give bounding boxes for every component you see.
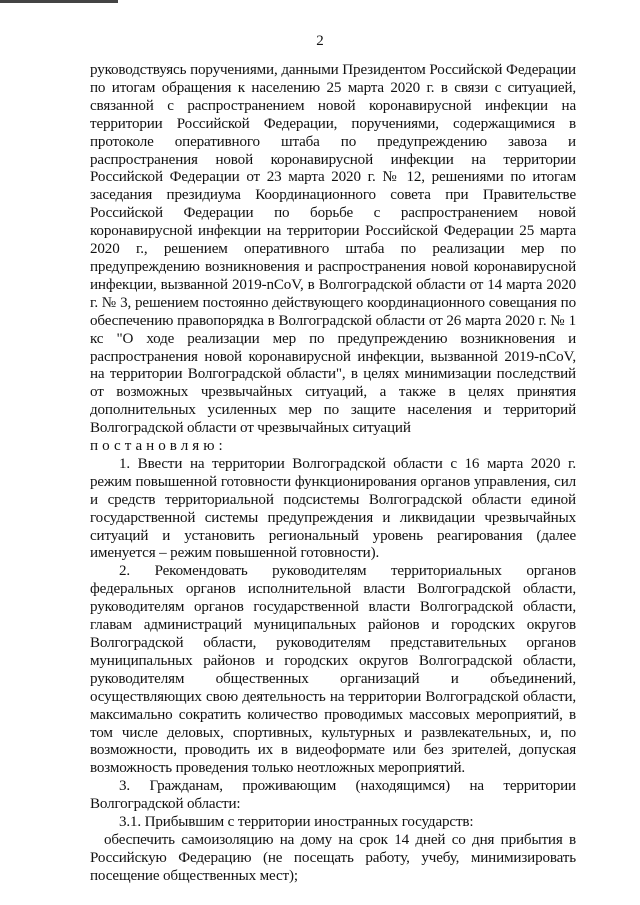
- preamble-paragraph: руководствуясь поручениями, данными Президентом Российской Федерации по итогам обращения к населению 25 марта 2020 г. в связи с ситуацией, связанной с распространением новой коронавирусной инфекции на территории Российской Федерации, поручениями, содержащимися в протоколе оперативного штаба по предупреждению завоза и распространения новой коронавирусной инфекции на территории Российской Федерации от 23 марта 2020 г. № 12, решениями по итогам заседания президиума Координационного совета при Правительстве Российской Федерации по борьбе с распространением новой коронавирусной инфекции на территории Российской Федерации 25 марта 2020 г., решением оперативного штаба по реализации мер по предупреждению возникновения и распространения новой коронавирусной инфекции, вызванной 2019-nCoV, в Волгоградской области от 14 марта 2020 г. № 3, решением постоянно действующего координационного совещания по обеспечению правопорядка в Волгоградской области от 26 марта 2020 г. № 1 кс "О ходе реализации мер по предупреждению возникновения и распространения новой коронавирусной инфекции, вызванной 2019-nCoV, на территории Волгоградской области", в целях минимизации последствий от возможных чрезвычайных ситуаций, а также в целях принятия дополнительных усиленных мер по защите населения и территорий Волгоградской области от чрезвычайных ситуаций: [90, 62, 576, 437]
- item-2-paragraph: 2. Рекомендовать руководителям территориальных органов федеральных органов исполнительной власти Волгоградской области, руководителям органов государственной власти Волгоградской области, главам администраций муниципальных районов и городских округов Волгоградской области, руководителям представительных органов муниципальных районов и городских округов Волгоградской области, руководителям общественных организаций и объединений, осуществляющих свою деятельность на территории Волгоградской области, максимально сократить количество проводимых массовых мероприятий, в том числе деловых, спортивных, культурных и развлекательных, и, по возможности, проводить их в видеоформате или без зрителей, допуская возможность проведения только неотложных мероприятий.: [90, 563, 576, 777]
- page-edge-mark: [0, 0, 118, 3]
- page-number: 2: [316, 33, 324, 49]
- item-1-paragraph: 1. Ввести на территории Волгоградской области с 16 марта 2020 г. режим повышенной готовности функционирования органов управления, сил и средств территориальной подсистемы Волгоградской области единой государственной системы предупреждения и ликвидации чрезвычайных ситуаций и установить региональный уровень реагирования (далее именуется – режим повышенной готовности).: [90, 455, 576, 562]
- decree-word: постановляю:: [90, 438, 227, 455]
- document-body: [90, 62, 576, 886]
- item-3-paragraph: 3. Гражданам, проживающим (находящимся) на территории Волгоградской области:: [90, 778, 576, 813]
- item-3-1-paragraph: 3.1. Прибывшим с территории иностранных государств:: [119, 814, 474, 831]
- item-3-1-instruction-paragraph: обеспечить самоизоляцию на дому на срок 14 дней со дня прибытия в Российскую Федерацию (не посещать работу, учебу, минимизировать посещение общественных мест);: [90, 831, 576, 884]
